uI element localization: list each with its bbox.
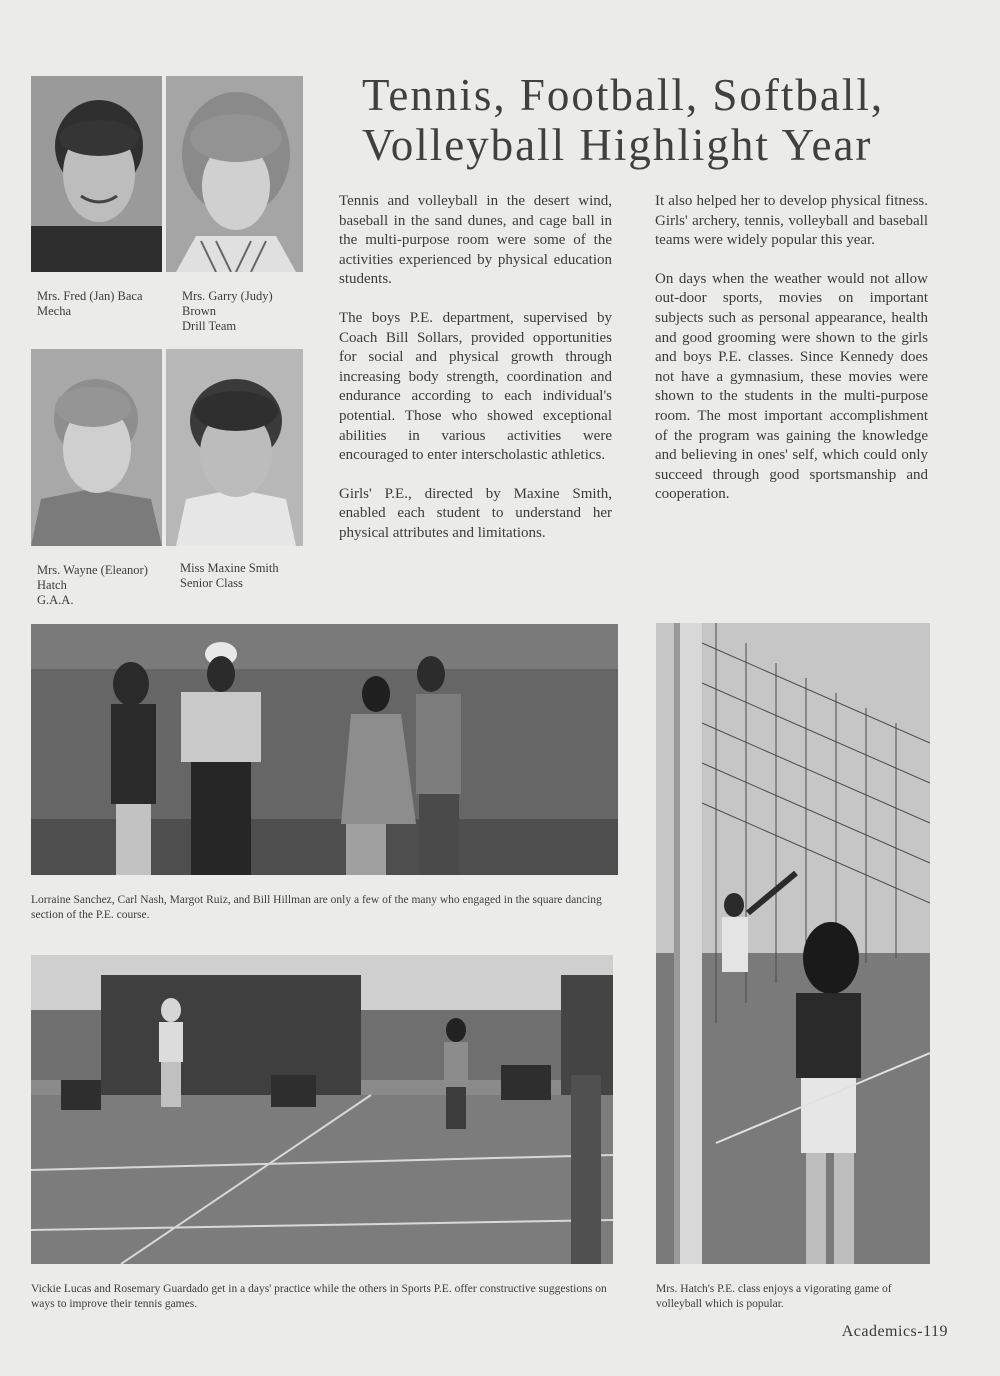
article-paragraph: Girls' P.E., directed by Maxine Smith, enabled each student to understand her physical attributes and limitations. bbox=[339, 485, 612, 541]
tennis-caption: Vickie Lucas and Rosemary Guardado get in a days' practice while the others in Sports P.E. offer constructive suggestions on ways to improve their tennis games. bbox=[31, 1283, 607, 1310]
portrait-caption: Miss Maxine Smith Senior Class bbox=[180, 561, 279, 590]
article-paragraph: On days when the weather would not allow out-door sports, movies on important subjects such as personal appearance, health and good grooming were shown to the girls and boys P.E. classes. Since Kennedy does not have a gymnasium, these movies were shown to the students in the multi-purpose room. The most important accomplishment of the program was gaining the knowledge and believing in ones' self, which could only succeed through good sportsmanship and cooperation. bbox=[655, 270, 928, 503]
dancing-caption: Lorraine Sanchez, Carl Nash, Margot Ruiz, and Bill Hillman are only a few of the many who engaged in the square dancing section of the P.E. course. bbox=[31, 894, 602, 921]
portrait-caption: Mrs. Fred (Jan) Baca Mecha bbox=[37, 289, 143, 318]
page-number: Academics-119 bbox=[841, 1323, 948, 1340]
portrait-caption: Mrs. Garry (Judy) Brown Drill Team bbox=[182, 289, 273, 333]
portrait-caption: Mrs. Wayne (Eleanor) Hatch G.A.A. bbox=[37, 563, 148, 607]
article-paragraph: It also helped her to develop physical fitness. Girls' archery, tennis, volleyball and baseball teams were widely popular this year. bbox=[655, 193, 928, 249]
portrait-photo-smith bbox=[166, 349, 303, 546]
portrait-photo-brown bbox=[166, 76, 303, 272]
volleyball-photo bbox=[656, 623, 930, 1264]
portrait-photo-baca bbox=[31, 76, 162, 272]
article-column-2 bbox=[655, 192, 928, 524]
square-dancing-photo bbox=[31, 624, 618, 875]
portrait-photo-hatch bbox=[31, 349, 162, 546]
tennis-photo bbox=[31, 955, 613, 1264]
article-paragraph: The boys P.E. department, supervised by Coach Bill Sollars, provided opportunities for social and physical growth through increasing body strength, coordination and endurance according to each individual's potential. Those who showed exceptional abilities in various activities were encouraged to enter interscholastic athletics. bbox=[339, 309, 612, 464]
article-paragraph: Tennis and volleyball in the desert wind, baseball in the sand dunes, and cage ball in the multi-purpose room were some of the activities experienced by physical education students. bbox=[339, 193, 612, 288]
article-column-1 bbox=[339, 192, 612, 563]
volleyball-caption: Mrs. Hatch's P.E. class enjoys a vigorating game of volleyball which is popular. bbox=[656, 1283, 892, 1310]
page-title: Tennis, Football, Softball, Volleyball Highlight Year bbox=[362, 70, 885, 170]
